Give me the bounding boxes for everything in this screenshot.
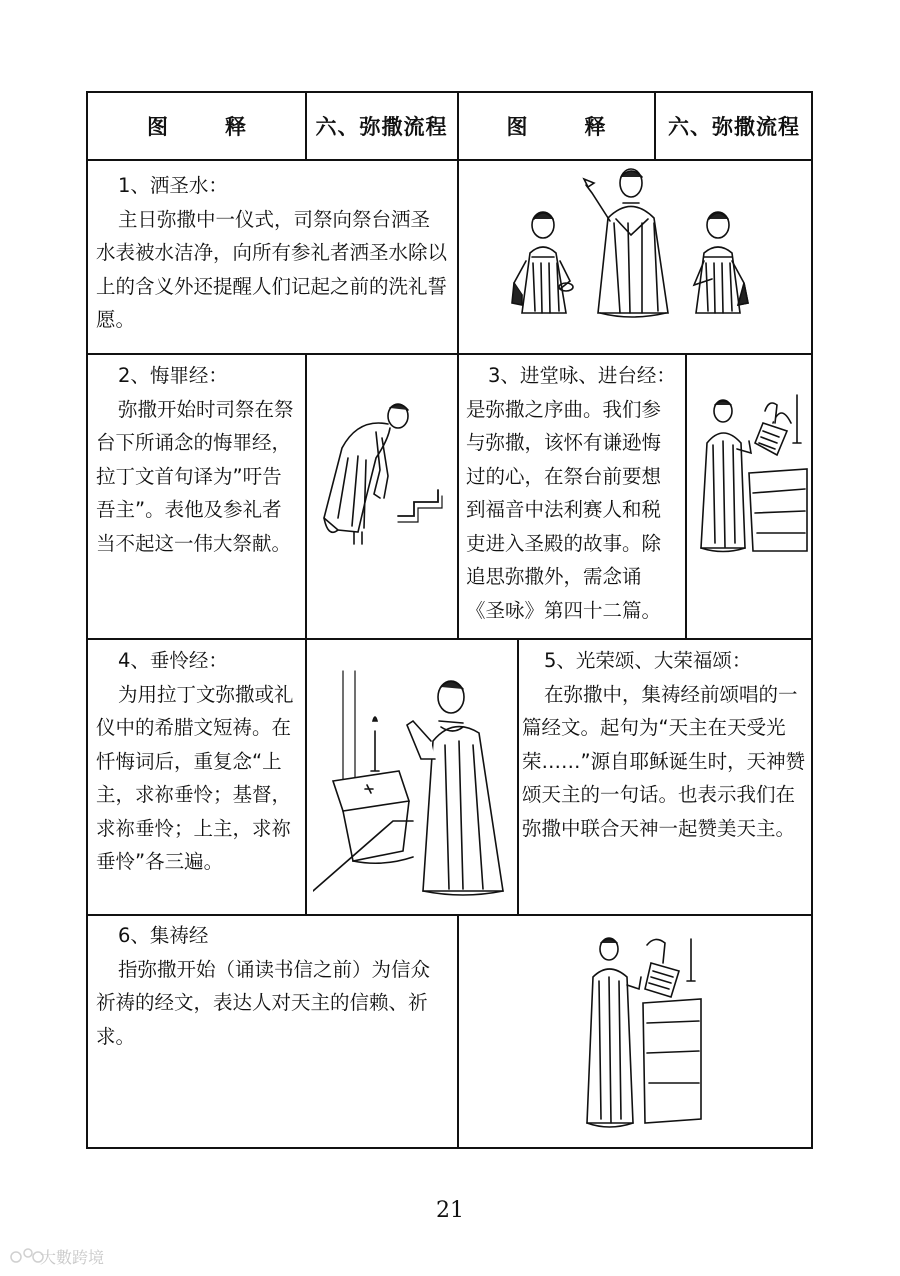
section-body: 为用拉丁文弥撒或礼仪中的希腊文短祷。在忏悔词后，重复念“上主，求祢垂怜；基督，求祢垂怜；上主，求祢垂怜”各三遍。 (96, 682, 294, 873)
section-body: 指弥撒开始（诵读书信之前）为信众祈祷的经文，表达人对天主的信赖、祈求。 (96, 957, 431, 1048)
section-2 (96, 359, 298, 560)
section-body: 弥撒开始时司祭在祭台下所诵念的悔罪经，拉丁文首句译为”吁告吾主”。表他及参礼者当不起这一伟大祭献。 (96, 397, 294, 555)
section-3 (466, 359, 680, 627)
section-title: 1、洒圣水： (118, 174, 228, 197)
header-section-title: 六、弥撒流程 (668, 115, 800, 139)
section-6 (96, 919, 448, 1053)
row-divider (88, 914, 813, 916)
header-caption: 图 释 (506, 115, 624, 139)
sprinkling-holy-water-illustration (508, 163, 758, 328)
section-title: 2、悔罪经： (118, 364, 228, 387)
section-body: 主日弥撒中一仪式，司祭向祭台洒圣水表被水洁净，向所有参礼者洒圣水除以上的含义外还提醒人们记起之前的洗礼誓愿。 (96, 207, 448, 331)
watermark-text: 大數跨境 (40, 1248, 105, 1267)
col-divider (517, 638, 519, 914)
priest-praying-at-altar-illustration (313, 661, 513, 896)
priest-bowing-illustration (318, 398, 448, 548)
priest-at-missal-illustration (693, 383, 811, 558)
col-divider (305, 353, 307, 914)
section-1 (96, 169, 448, 337)
section-title: 3、进堂咏、进台经： (488, 364, 676, 387)
col-divider (457, 914, 459, 1149)
flow-table (86, 91, 813, 1149)
row-divider (88, 159, 813, 161)
section-title: 5、光荣颂、大荣福颂： (544, 649, 752, 672)
header-section-title: 六、弥撒流程 (315, 115, 448, 139)
section-body: 在弥撒中，集祷经前颂唱的一篇经文。起句为“天主在天受光荣……”源自耶稣诞生时，天神赞颂天主的一句话。也表示我们在弥撒中联合天神一起赞美天主。 (522, 682, 806, 840)
row-divider (88, 353, 813, 355)
section-body: 是弥撒之序曲。我们参与弥撒，该怀有谦逊悔过的心，在祭台前要想到福音中法利赛人和税吏进入圣殿的故事。除追思弥撒外，需念诵《圣咏》第四十二篇。 (466, 397, 662, 622)
row-divider (88, 638, 813, 640)
col-divider (457, 353, 459, 638)
section-title: 6、集祷经 (118, 924, 209, 947)
section-title: 4、垂怜经： (118, 649, 228, 672)
col-divider (685, 353, 687, 638)
section-4 (96, 644, 300, 879)
priest-reading-prayer-illustration (583, 933, 713, 1133)
section-5 (522, 644, 810, 845)
page-number: 21 (436, 1198, 464, 1223)
header-caption: 图 释 (147, 115, 264, 139)
